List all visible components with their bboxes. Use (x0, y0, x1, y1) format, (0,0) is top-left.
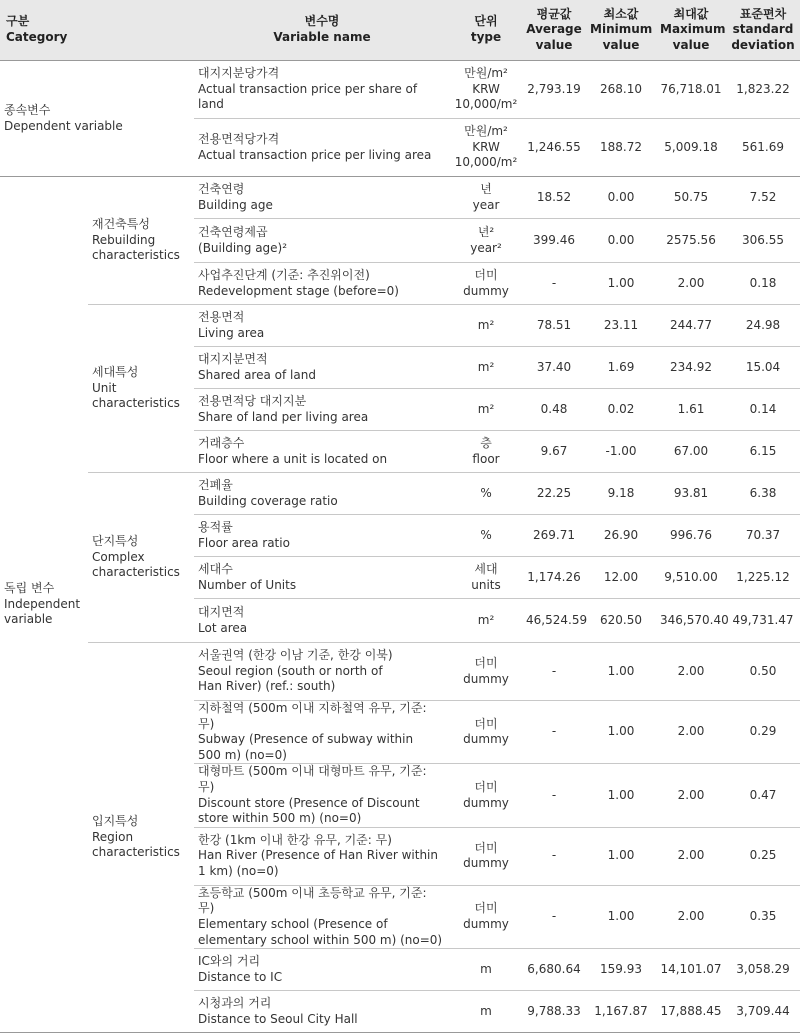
unit-line: % (480, 485, 492, 500)
unit-line: dummy (463, 856, 509, 871)
variable-name-ko: 전용면적 (198, 309, 245, 324)
variable-name-en: Building age (198, 197, 273, 212)
variable-name-en: Elementary school (Presence of (198, 916, 388, 931)
variable-name-en: (Building age)² (198, 240, 288, 255)
variable-name-en: Shared area of land (198, 367, 316, 382)
variable-name-cell (194, 431, 450, 473)
maximum-value-cell: 14,101.07 (656, 949, 726, 991)
variable-name-cell (194, 701, 450, 764)
maximum-value-cell: 2.00 (656, 885, 726, 948)
table-row (0, 473, 800, 515)
unit-line: 더미 (474, 655, 498, 670)
header-maximum (656, 0, 726, 61)
maximum-value-cell: 244.77 (656, 305, 726, 347)
unit-line: floor (472, 451, 500, 466)
variable-name-ko: 사업추진단계 (기준: 추진위이전) (198, 267, 370, 282)
header-variable-en: Variable name (273, 30, 371, 44)
maximum-value-cell: 234.92 (656, 347, 726, 389)
header-minimum-en2: value (602, 37, 640, 52)
group-rebuilding-en1: Rebuilding (92, 232, 156, 247)
unit-line: 더미 (474, 267, 498, 282)
average-value-cell: 9,788.33 (522, 991, 586, 1033)
average-value-cell: 78.51 (522, 305, 586, 347)
header-category-en: Category (6, 30, 68, 44)
unit-cell (450, 515, 522, 557)
group-complex-en1: Complex (92, 549, 145, 564)
maximum-value-cell: 76,718.01 (656, 61, 726, 119)
unit-cell (450, 177, 522, 219)
header-maximum-ko: 최대값 (673, 6, 709, 21)
std-dev-value-cell: 6.38 (726, 473, 800, 515)
average-value-cell: 1,174.26 (522, 557, 586, 599)
std-dev-value-cell: 0.18 (726, 263, 800, 305)
header-minimum-ko: 최소값 (603, 6, 639, 21)
category-dependent-ko: 종속변수 (4, 102, 51, 117)
variable-name-en: Living area (198, 325, 265, 340)
unit-cell (450, 389, 522, 431)
header-average-ko: 평균값 (536, 6, 572, 21)
variable-name-cell (194, 219, 450, 263)
variable-name-en: Floor area ratio (198, 535, 290, 550)
header-variable-ko: 변수명 (304, 14, 340, 29)
variable-name-ko: IC와의 거리 (198, 954, 261, 969)
maximum-value-cell: 2.00 (656, 263, 726, 305)
variable-name-cell (194, 389, 450, 431)
group-rebuilding-ko: 재건축특성 (92, 217, 150, 232)
header-maximum-en1: Maximum (660, 22, 726, 37)
variable-name-ko: 거래층수 (198, 435, 245, 450)
variable-name-cell (194, 764, 450, 827)
variable-name-cell (194, 599, 450, 643)
unit-cell (450, 61, 522, 119)
category-dependent-en: Dependent variable (4, 118, 123, 133)
minimum-value-cell: 1.69 (586, 347, 656, 389)
std-dev-value-cell: 49,731.47 (726, 599, 800, 643)
header-std-dev-en1: standard (732, 22, 794, 37)
group-region-en2: characteristics (92, 845, 180, 860)
variable-name-cell (194, 827, 450, 885)
variable-name-ko: 한강 (1km 이내 한강 유무, 기준: 무) (198, 832, 392, 847)
average-value-cell: - (522, 827, 586, 885)
variable-name-cell (194, 643, 450, 701)
maximum-value-cell: 5,009.18 (656, 119, 726, 177)
maximum-value-cell: 2.00 (656, 701, 726, 764)
unit-line: 더미 (474, 716, 498, 731)
minimum-value-cell: 26.90 (586, 515, 656, 557)
maximum-value-cell: 2575.56 (656, 219, 726, 263)
maximum-value-cell: 17,888.45 (656, 991, 726, 1033)
minimum-value-cell: -1.00 (586, 431, 656, 473)
minimum-value-cell: 268.10 (586, 61, 656, 119)
unit-line: dummy (463, 916, 509, 931)
maximum-value-cell: 2.00 (656, 643, 726, 701)
variable-name-en: Building coverage ratio (198, 493, 338, 508)
group-rebuilding (88, 177, 194, 305)
unit-cell (450, 431, 522, 473)
minimum-value-cell: 1,167.87 (586, 991, 656, 1033)
unit-line: dummy (463, 671, 509, 686)
variable-name-ko: 건축연령제곱 (198, 224, 268, 239)
minimum-value-cell: 1.00 (586, 643, 656, 701)
header-unit-en: type (470, 30, 502, 44)
header-std-dev-en2: deviation (731, 37, 795, 52)
minimum-value-cell: 9.18 (586, 473, 656, 515)
variable-name-ko: 용적률 (198, 519, 233, 534)
header-std-dev-ko: 표준편차 (739, 6, 787, 21)
category-independent-ko: 독립 변수 (4, 581, 55, 596)
unit-cell (450, 473, 522, 515)
group-region-ko: 입지특성 (92, 814, 139, 829)
minimum-value-cell: 0.02 (586, 389, 656, 431)
average-value-cell: - (522, 764, 586, 827)
variable-name-ko: 대지지분면적 (198, 351, 268, 366)
table-row (0, 61, 800, 119)
unit-line: 더미 (474, 779, 498, 794)
std-dev-value-cell: 0.29 (726, 701, 800, 764)
unit-cell (450, 643, 522, 701)
header-category-ko: 구분 (6, 14, 30, 29)
unit-line: dummy (463, 795, 509, 810)
average-value-cell: - (522, 643, 586, 701)
std-dev-value-cell: 70.37 (726, 515, 800, 557)
average-value-cell: 269.71 (522, 515, 586, 557)
variable-name-ko: 서울권역 (한강 이남 기준, 한강 이북) (198, 648, 393, 663)
average-value-cell: 46,524.59 (522, 599, 586, 643)
table-row (0, 305, 800, 347)
variable-name-cell (194, 557, 450, 599)
table-row (0, 177, 800, 219)
minimum-value-cell: 12.00 (586, 557, 656, 599)
header-average-en1: Average (526, 22, 582, 37)
variable-name-cell (194, 473, 450, 515)
variable-name-cell (194, 305, 450, 347)
header-minimum (586, 0, 656, 61)
unit-line: 더미 (474, 901, 498, 916)
variable-name-cell (194, 991, 450, 1033)
header-std-dev (726, 0, 800, 61)
minimum-value-cell: 1.00 (586, 885, 656, 948)
std-dev-value-cell: 0.47 (726, 764, 800, 827)
variable-name-ko: 지하철역 (500m 이내 지하철역 유무, 기준: 무) (198, 701, 427, 731)
variable-name-cell (194, 515, 450, 557)
minimum-value-cell: 1.00 (586, 827, 656, 885)
minimum-value-cell: 620.50 (586, 599, 656, 643)
variable-name-cell (194, 949, 450, 991)
group-rebuilding-en2: characteristics (92, 248, 180, 263)
variable-name-cell (194, 177, 450, 219)
variable-name-en: Actual transaction price per living area (198, 147, 432, 162)
average-value-cell: - (522, 263, 586, 305)
unit-line: dummy (463, 283, 509, 298)
unit-line: m² (477, 612, 495, 627)
std-dev-value-cell: 3,709.44 (726, 991, 800, 1033)
header-category (0, 0, 194, 61)
variable-name-ko: 전용면적당 대지지분 (198, 393, 307, 408)
unit-line: units (471, 577, 501, 592)
group-unit-en1: Unit (92, 380, 117, 395)
unit-line: m² (477, 359, 495, 374)
variable-name-cell (194, 347, 450, 389)
variable-name-ko: 건폐율 (198, 477, 233, 492)
variable-name-ko: 건축연령 (198, 181, 245, 196)
unit-cell (450, 764, 522, 827)
minimum-value-cell: 23.11 (586, 305, 656, 347)
unit-cell (450, 347, 522, 389)
maximum-value-cell: 2.00 (656, 827, 726, 885)
std-dev-value-cell: 7.52 (726, 177, 800, 219)
unit-cell (450, 827, 522, 885)
unit-line: 세대 (474, 561, 498, 576)
variable-name-en: elementary school within 500 m) (no=0) (198, 932, 443, 947)
variable-name-en: Actual transaction price per share of (198, 81, 418, 96)
maximum-value-cell: 9,510.00 (656, 557, 726, 599)
std-dev-value-cell: 0.50 (726, 643, 800, 701)
average-value-cell: 22.25 (522, 473, 586, 515)
unit-line: year (472, 197, 500, 212)
header-average (522, 0, 586, 61)
variable-name-en: land (198, 97, 224, 112)
maximum-value-cell: 50.75 (656, 177, 726, 219)
unit-line: 층 (480, 435, 492, 450)
variable-name-ko: 대형마트 (500m 이내 대형마트 유무, 기준: 무) (198, 764, 427, 794)
unit-line: KRW (472, 81, 500, 96)
table-body (0, 61, 800, 1033)
variable-name-ko: 세대수 (198, 561, 233, 576)
variable-name-ko: 시청과의 거리 (198, 996, 272, 1011)
average-value-cell: - (522, 701, 586, 764)
unit-line: 더미 (474, 840, 498, 855)
variable-name-ko: 대지지분당가격 (198, 66, 280, 81)
group-unit-en2: characteristics (92, 396, 180, 411)
maximum-value-cell: 2.00 (656, 764, 726, 827)
variable-name-en: Distance to Seoul City Hall (198, 1011, 358, 1026)
unit-cell (450, 119, 522, 177)
category-independent-en2: variable (4, 612, 53, 627)
variable-name-en: Discount store (Presence of Discount (198, 795, 420, 810)
average-value-cell: 399.46 (522, 219, 586, 263)
std-dev-value-cell: 0.14 (726, 389, 800, 431)
maximum-value-cell: 346,570.40 (656, 599, 726, 643)
variable-name-ko: 대지면적 (198, 604, 245, 619)
variable-name-en: Distance to IC (198, 969, 283, 984)
unit-line: dummy (463, 732, 509, 747)
minimum-value-cell: 188.72 (586, 119, 656, 177)
unit-line: KRW (472, 139, 500, 154)
unit-line: year² (470, 240, 502, 255)
maximum-value-cell: 93.81 (656, 473, 726, 515)
minimum-value-cell: 1.00 (586, 701, 656, 764)
std-dev-value-cell: 0.35 (726, 885, 800, 948)
std-dev-value-cell: 0.25 (726, 827, 800, 885)
std-dev-value-cell: 15.04 (726, 347, 800, 389)
variable-name-cell (194, 119, 450, 177)
variable-name-en: Share of land per living area (198, 409, 369, 424)
variable-name-ko: 전용면적당가격 (198, 131, 280, 146)
unit-line: % (480, 527, 492, 542)
average-value-cell: 1,246.55 (522, 119, 586, 177)
unit-cell (450, 263, 522, 305)
group-region-en1: Region (92, 829, 134, 844)
variable-name-en: store within 500 m) (no=0) (198, 811, 362, 826)
unit-cell (450, 219, 522, 263)
maximum-value-cell: 1.61 (656, 389, 726, 431)
average-value-cell: 6,680.64 (522, 949, 586, 991)
std-dev-value-cell: 306.55 (726, 219, 800, 263)
minimum-value-cell: 1.00 (586, 764, 656, 827)
variable-name-en: 500 m) (no=0) (198, 747, 287, 762)
unit-line: m² (477, 317, 495, 332)
group-unit-ko: 세대특성 (92, 365, 139, 380)
header-variable (194, 0, 450, 61)
std-dev-value-cell: 1,823.22 (726, 61, 800, 119)
average-value-cell: 0.48 (522, 389, 586, 431)
unit-line: 년 (480, 181, 492, 196)
unit-cell (450, 701, 522, 764)
average-value-cell: 2,793.19 (522, 61, 586, 119)
unit-line: 10,000/m² (454, 97, 518, 112)
group-region (88, 643, 194, 1033)
unit-cell (450, 305, 522, 347)
minimum-value-cell: 159.93 (586, 949, 656, 991)
group-complex-en2: characteristics (92, 565, 180, 580)
unit-line: m (480, 1003, 492, 1018)
unit-cell (450, 885, 522, 948)
average-value-cell: 9.67 (522, 431, 586, 473)
average-value-cell: 18.52 (522, 177, 586, 219)
maximum-value-cell: 67.00 (656, 431, 726, 473)
table-row (0, 643, 800, 701)
variable-name-cell (194, 263, 450, 305)
std-dev-value-cell: 3,058.29 (726, 949, 800, 991)
unit-cell (450, 949, 522, 991)
unit-cell (450, 557, 522, 599)
minimum-value-cell: 0.00 (586, 219, 656, 263)
average-value-cell: 37.40 (522, 347, 586, 389)
std-dev-value-cell: 561.69 (726, 119, 800, 177)
unit-line: 만원/m² (464, 66, 508, 81)
header-average-en2: value (535, 37, 573, 52)
variable-name-ko: 초등학교 (500m 이내 초등학교 유무, 기준: 무) (198, 885, 427, 916)
variable-name-cell (194, 61, 450, 119)
group-unit (88, 305, 194, 473)
header-unit (450, 0, 522, 61)
variable-name-cell (194, 885, 450, 948)
average-value-cell: - (522, 885, 586, 948)
maximum-value-cell: 996.76 (656, 515, 726, 557)
std-dev-value-cell: 6.15 (726, 431, 800, 473)
header-row (0, 0, 800, 61)
unit-line: 년² (477, 224, 495, 239)
variable-name-en: Number of Units (198, 577, 297, 592)
header-maximum-en2: value (672, 37, 710, 52)
variable-name-en: Subway (Presence of subway within (198, 732, 414, 747)
category-independent-en1: Independent (4, 596, 81, 611)
header-minimum-en1: Minimum (590, 22, 653, 37)
unit-cell (450, 599, 522, 643)
variable-name-en: Lot area (198, 620, 248, 635)
unit-cell (450, 991, 522, 1033)
variable-name-en: Redevelopment stage (before=0) (198, 283, 399, 298)
unit-line: 만원/m² (464, 124, 508, 139)
unit-line: 10,000/m² (454, 155, 518, 170)
minimum-value-cell: 1.00 (586, 263, 656, 305)
variable-name-en: Han River) (ref.: south) (198, 679, 336, 694)
minimum-value-cell: 0.00 (586, 177, 656, 219)
unit-line: m² (477, 401, 495, 416)
variable-name-en: Floor where a unit is located on (198, 451, 388, 466)
std-dev-value-cell: 1,225.12 (726, 557, 800, 599)
unit-line: m (480, 961, 492, 976)
category-independent (0, 177, 88, 1033)
header-unit-ko: 단위 (474, 14, 498, 29)
group-complex (88, 473, 194, 643)
category-dependent (0, 61, 194, 177)
variable-name-en: Seoul region (south or north of (198, 663, 383, 678)
variable-name-en: 1 km) (no=0) (198, 864, 279, 879)
group-complex-ko: 단지특성 (92, 534, 139, 549)
std-dev-value-cell: 24.98 (726, 305, 800, 347)
variable-name-en: Han River (Presence of Han River within (198, 848, 438, 863)
